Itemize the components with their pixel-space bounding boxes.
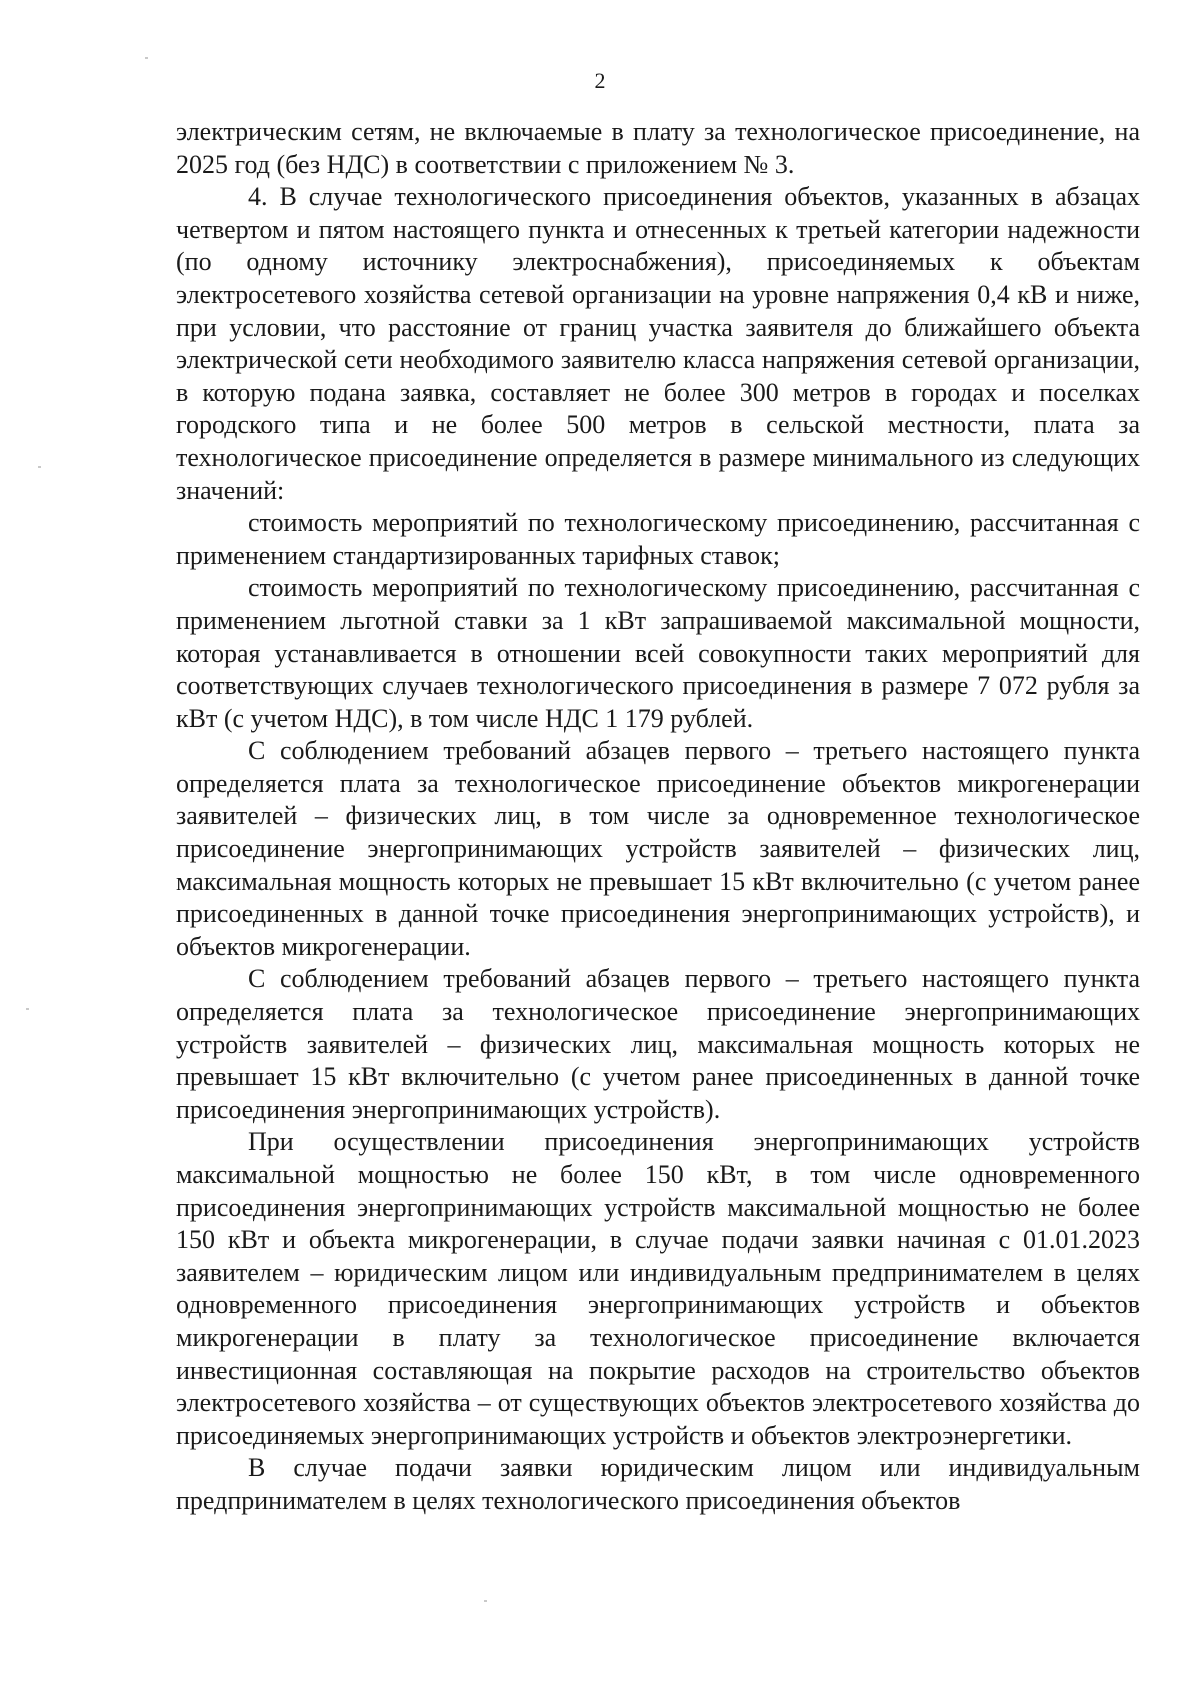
paragraph-continuation: электрическим сетям, не включаемые в плату за технологическое присоединение, на 2025 год (без НДС) в соответствии с приложением № 3. xyxy=(176,117,1140,179)
document-body xyxy=(176,116,1140,1518)
paragraph-microgeneration: С соблюдением требований абзацев первого – третьего настоящего пункта определяется плата за технологическое присоединение объектов микрогенерации заявителей – физических лиц, в том числе за одновременное технологическое присоединение энергопринимающих устройств заявителей – физических лиц, максимальная мощность которых не превышает 15 кВт включительно (с учетом ранее присоединенных в данной точке присоединения энергопринимающих устройств), и объектов микрогенерации. xyxy=(176,736,1140,961)
scan-artifact xyxy=(484,1600,487,1602)
paragraph-legal-entity: В случае подачи заявки юридическим лицом или индивидуальным предпринимателем в целях технологического присоединения объектов xyxy=(176,1453,1140,1515)
scan-artifact xyxy=(38,466,41,468)
paragraph-individuals: С соблюдением требований абзацев первого – третьего настоящего пункта определяется плата за технологическое присоединение энергопринимающих устройств заявителей – физических лиц, максимальная мощность которых не превышает 15 кВт включительно (с учетом ранее присоединенных в данной точке присоединения энергопринимающих устройств). xyxy=(176,964,1140,1124)
scan-artifact xyxy=(26,1008,29,1010)
paragraph-150kw: При осуществлении присоединения энергопринимающих устройств максимальной мощностью не более 150 кВт, в том числе одновременного присоединения энергопринимающих устройств максимальной мощностью не более 150 кВт и объекта микрогенерации, в случае подачи заявки начиная с 01.01.2023 заявителем – юридическим лицом или индивидуальным предпринимателем в целях одновременного присоединения энергопринимающих устройств и объектов микрогенерации в плату за технологическое присоединение включается инвестиционная составляющая на покрытие расходов на строительство объектов электросетевого хозяйства – от существующих объектов электросетевого хозяйства до присоединяемых энергопринимающих устройств и объектов электроэнергетики. xyxy=(176,1127,1140,1450)
scan-artifact xyxy=(145,57,148,59)
paragraph-preferential-rate: стоимость мероприятий по технологическому присоединению, рассчитанная с применением льготной ставки за 1 кВт запрашиваемой максимальной мощности, которая устанавливается в отношении всей совокупности таких мероприятий для соответствующих случаев технологического присоединения в размере 7 072 рубля за кВт (с учетом НДС), в том числе НДС 1 179 рублей. xyxy=(176,573,1140,733)
page-number: 2 xyxy=(594,68,606,93)
paragraph-standard-rates: стоимость мероприятий по технологическому присоединению, рассчитанная с применением стандартизированных тарифных ставок; xyxy=(176,508,1140,570)
paragraph-item-4: 4. В случае технологического присоединения объектов, указанных в абзацах четвертом и пятом настоящего пункта и отнесенных к третьей категории надежности (по одному источнику электроснабжения), присоединяемых к объектам электросетевого хозяйства сетевой организации на уровне напряжения 0,4 кВ и ниже, при условии, что расстояние от границ участка заявителя до ближайшего объекта электрической сети необходимого заявителю класса напряжения сетевой организации, в которую подана заявка, составляет не более 300 метров в городах и поселках городского типа и не более 500 метров в сельской местности, плата за технологическое присоединение определяется в размере минимального из следующих значений: xyxy=(176,182,1140,505)
